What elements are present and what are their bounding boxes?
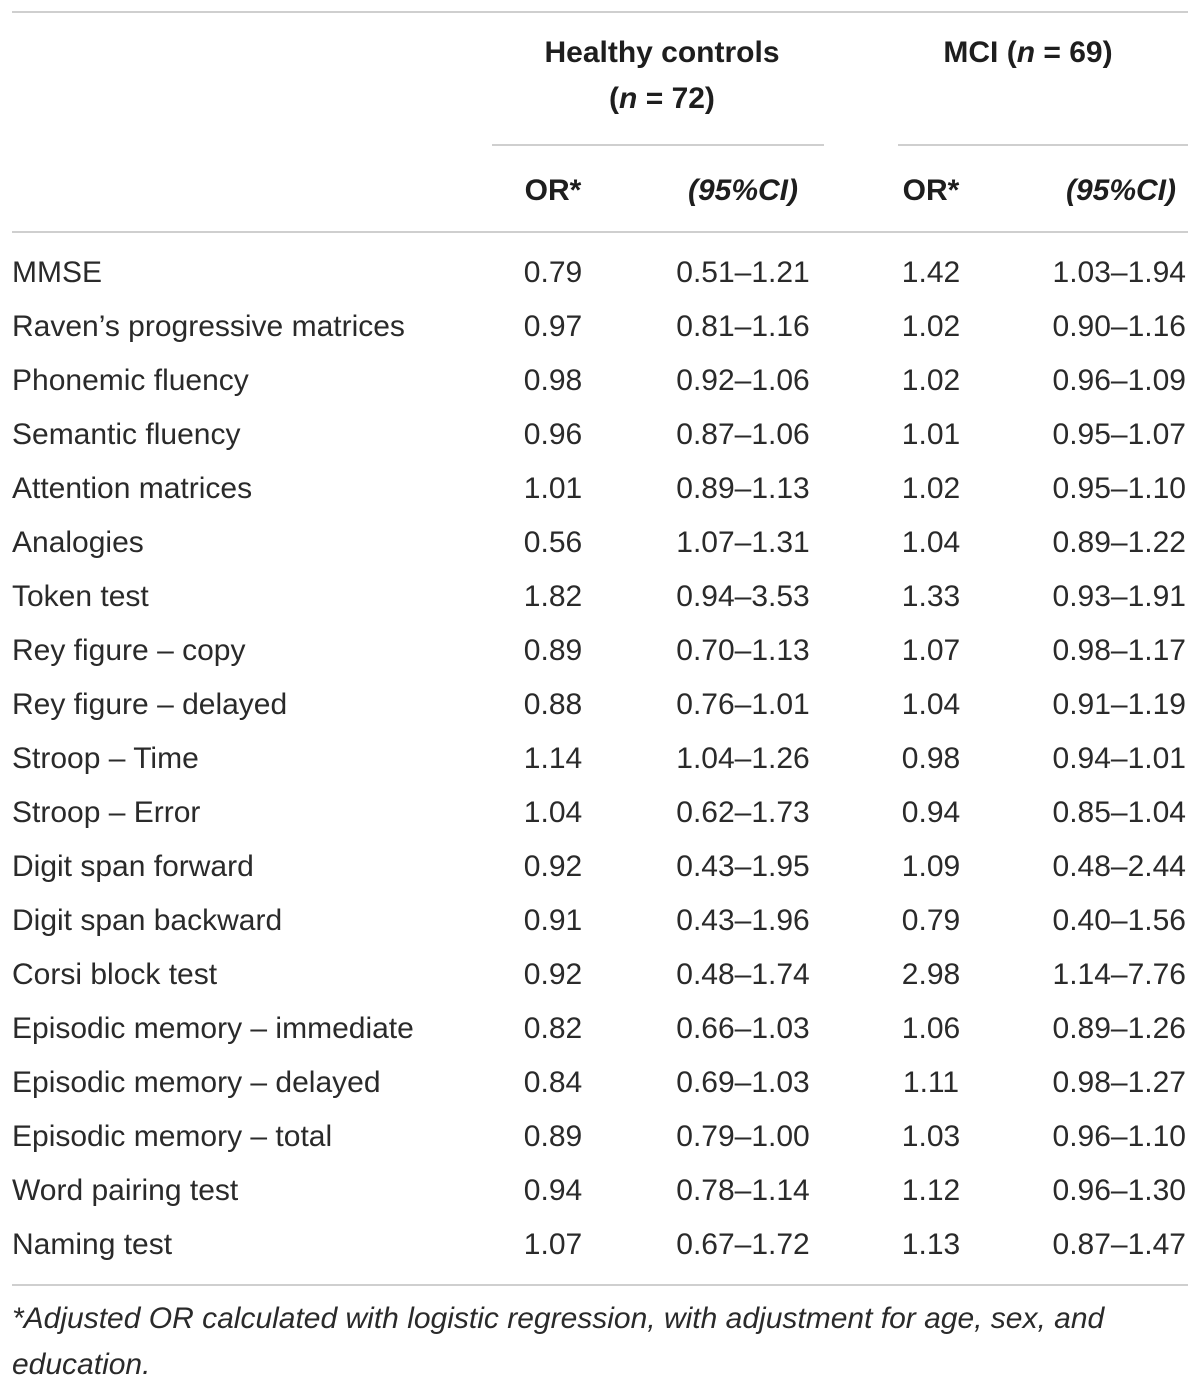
healthy-controls-n: (n = 72): [609, 82, 715, 115]
test-name: MMSE: [12, 256, 102, 289]
mci-ci-value: 0.98–1.17: [1052, 634, 1186, 667]
hc-ci-value: 0.81–1.16: [676, 310, 810, 343]
mci-or-value: 1.13: [901, 1228, 961, 1261]
hc-or-value: 0.91: [523, 904, 583, 937]
table-row: [0, 1218, 1200, 1272]
mci-or-value: 1.02: [901, 364, 961, 397]
hc-ci-value: 0.69–1.03: [676, 1066, 810, 1099]
mci-or-value: 1.11: [902, 1066, 960, 1099]
hc-ci-value: 0.66–1.03: [676, 1012, 810, 1045]
hc-or-value: 1.07: [523, 1228, 583, 1261]
table-row: [0, 1164, 1200, 1218]
mci-or-value: 1.09: [901, 850, 961, 883]
hc-ci-header: (95%CI): [687, 174, 799, 207]
mci-or-value: 1.01: [901, 418, 961, 451]
test-name: Analogies: [12, 526, 144, 559]
mci-or-value: 1.07: [901, 634, 961, 667]
mci-ci-header: (95%CI): [1065, 174, 1176, 207]
mci-ci-value: 1.14–7.76: [1052, 958, 1186, 991]
hc-or-value: 0.96: [523, 418, 583, 451]
hc-or-value: 0.92: [523, 958, 583, 991]
healthy-controls-header: [492, 30, 832, 122]
table-row: [0, 894, 1200, 948]
hc-ci-value: 0.76–1.01: [676, 688, 810, 721]
mci-or-value: 1.02: [901, 472, 961, 505]
mci-ci-value: 0.94–1.01: [1052, 742, 1186, 775]
test-name: Raven’s progressive matrices: [12, 310, 405, 343]
mci-or-value: 1.12: [901, 1174, 961, 1207]
test-name: Word pairing test: [12, 1174, 239, 1207]
hc-or-value: 1.04: [523, 796, 583, 829]
mci-ci-value: 0.48–2.44: [1052, 850, 1186, 883]
table-row: [0, 678, 1200, 732]
test-name: Stroop – Time: [12, 742, 199, 775]
hc-ci-value: 0.94–3.53: [676, 580, 810, 613]
hc-ci-value: 0.92–1.06: [676, 364, 810, 397]
hc-ci-value: 0.43–1.96: [676, 904, 810, 937]
table-row: [0, 840, 1200, 894]
hc-ci-value: 0.43–1.95: [676, 850, 810, 883]
table-row: [0, 1110, 1200, 1164]
mci-or-value: 0.79: [901, 904, 961, 937]
mci-ci-value: 1.03–1.94: [1052, 256, 1186, 289]
mci-ci-value: 0.96–1.30: [1052, 1174, 1186, 1207]
test-name: Rey figure – delayed: [12, 688, 288, 721]
hc-or-value: 0.92: [523, 850, 583, 883]
test-name: Attention matrices: [12, 472, 253, 505]
mci-ci-value: 0.90–1.16: [1052, 310, 1186, 343]
hc-or-value: 0.97: [523, 310, 583, 343]
hc-or-value: 0.94: [523, 1174, 583, 1207]
mci-ci-value: 0.95–1.10: [1052, 472, 1186, 505]
hc-or-value: 0.84: [523, 1066, 583, 1099]
test-name: Phonemic fluency: [12, 364, 249, 397]
mci-ci-value: 0.96–1.10: [1052, 1120, 1186, 1153]
mci-ci-value: 0.89–1.22: [1052, 526, 1186, 559]
table-row: [0, 246, 1200, 300]
mci-ci-value: 0.98–1.27: [1052, 1066, 1186, 1099]
mci-or-value: 1.02: [901, 310, 961, 343]
mci-ci-value: 0.95–1.07: [1052, 418, 1186, 451]
hc-ci-value: 0.79–1.00: [676, 1120, 810, 1153]
table-row: [0, 516, 1200, 570]
test-name: Stroop – Error: [12, 796, 201, 829]
hc-or-value: 0.89: [523, 634, 583, 667]
test-name: Rey figure – copy: [12, 634, 246, 667]
mci-ci-value: 0.89–1.26: [1052, 1012, 1186, 1045]
hc-or-value: 0.88: [523, 688, 583, 721]
mci-or-value: 1.33: [901, 580, 961, 613]
hc-or-header: OR*: [524, 174, 582, 207]
test-name: Token test: [12, 580, 149, 613]
mci-ci-value: 0.93–1.91: [1052, 580, 1186, 613]
table-bottom-rule: [12, 1284, 1188, 1286]
test-name: Digit span forward: [12, 850, 254, 883]
test-name: Episodic memory – total: [12, 1120, 333, 1153]
mci-group-rule: [898, 144, 1188, 146]
table-row: [0, 462, 1200, 516]
hc-ci-value: 0.62–1.73: [676, 796, 810, 829]
footnote: *Adjusted OR calculated with logistic regression, with adjustment for age, sex, and education.: [12, 1302, 1105, 1381]
mci-or-value: 0.98: [901, 742, 961, 775]
hc-or-value: 1.82: [523, 580, 583, 613]
mci-or-value: 0.94: [901, 796, 961, 829]
hc-or-value: 0.56: [523, 526, 583, 559]
healthy-controls-group-rule: [492, 144, 824, 146]
mci-or-value: 2.98: [901, 958, 961, 991]
hc-ci-value: 0.51–1.21: [676, 256, 810, 289]
hc-or-value: 1.14: [523, 742, 583, 775]
mci-ci-value: 0.91–1.19: [1052, 688, 1186, 721]
hc-ci-value: 0.89–1.13: [676, 472, 810, 505]
hc-or-value: 0.89: [523, 1120, 583, 1153]
table-row: [0, 948, 1200, 1002]
table-row: [0, 732, 1200, 786]
hc-ci-value: 1.04–1.26: [676, 742, 810, 775]
test-name: Episodic memory – delayed: [12, 1066, 381, 1099]
hc-ci-value: 0.48–1.74: [676, 958, 810, 991]
test-name: Digit span backward: [12, 904, 283, 937]
mci-ci-value: 0.87–1.47: [1052, 1228, 1186, 1261]
hc-or-value: 1.01: [523, 472, 583, 505]
header-bottom-rule: [12, 231, 1188, 233]
hc-ci-value: 0.67–1.72: [676, 1228, 810, 1261]
mci-or-value: 1.03: [901, 1120, 961, 1153]
test-name: Corsi block test: [12, 958, 218, 991]
mci-header: [868, 30, 1188, 76]
healthy-controls-title: Healthy controls: [544, 36, 780, 69]
hc-ci-value: 0.78–1.14: [676, 1174, 810, 1207]
test-name: Episodic memory – immediate: [12, 1012, 414, 1045]
table-row: [0, 300, 1200, 354]
hc-or-value: 0.98: [523, 364, 583, 397]
mci-or-value: 1.42: [901, 256, 961, 289]
test-name: Naming test: [12, 1228, 173, 1261]
mci-or-value: 1.04: [901, 688, 961, 721]
mci-ci-value: 0.40–1.56: [1052, 904, 1186, 937]
mci-or-header: OR*: [902, 174, 960, 207]
mci-or-value: 1.06: [901, 1012, 961, 1045]
hc-ci-value: 1.07–1.31: [676, 526, 810, 559]
test-name: Semantic fluency: [12, 418, 241, 451]
table-row: [0, 570, 1200, 624]
hc-or-value: 0.79: [523, 256, 583, 289]
hc-or-value: 0.82: [523, 1012, 583, 1045]
hc-ci-value: 0.70–1.13: [676, 634, 810, 667]
table-row: [0, 1056, 1200, 1110]
table-row: [0, 624, 1200, 678]
table-row: [0, 1002, 1200, 1056]
table-row: [0, 408, 1200, 462]
mci-or-value: 1.04: [901, 526, 961, 559]
table-row: [0, 354, 1200, 408]
table-row: [0, 786, 1200, 840]
mci-ci-value: 0.85–1.04: [1052, 796, 1186, 829]
mci-title: MCI (n = 69): [943, 36, 1113, 69]
hc-ci-value: 0.87–1.06: [676, 418, 810, 451]
top-rule: [12, 11, 1188, 13]
mci-ci-value: 0.96–1.09: [1052, 364, 1186, 397]
